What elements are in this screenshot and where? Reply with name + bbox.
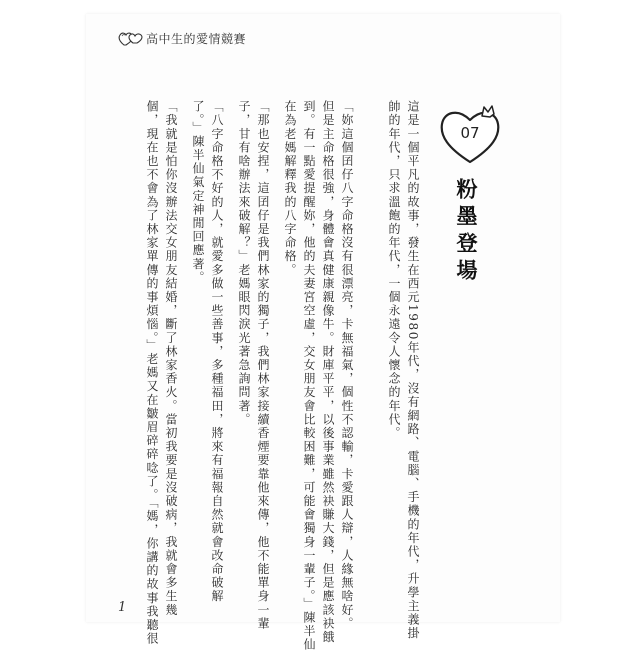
paragraph: 「那也安捏，這囝仔是我們林家的獨子，我們林家接續香煙要靠他來傳，他不能單身一輩 子，甘有啥辦法來破解？」老媽眼閃淚光著急詢問著。	[237, 100, 270, 631]
double-heart-logo-icon	[118, 30, 144, 48]
paragraph: 「妳這個囝仔八字命格沒有很漂亮，卡無福氣，個性不認輸，卡愛跟人辯，人緣無啥好。 但是主命格很強，身體會真健康親像牛。財庫平平，以後事業雖然袂賺大錢，但是應該袂餓 到。有一點愛提醒妳，他的夫妻宮空虛，交女朋友會比較困難，可能會獨身一輩子。」陳半仙 在為老媽解釋我的八字命格。	[283, 100, 354, 652]
chapter-title: 粉墨登場	[454, 178, 479, 286]
page-number: 1	[118, 600, 127, 615]
book-header-title: 高中生的愛情競賽	[146, 32, 247, 46]
chapter-number: 07	[460, 124, 480, 142]
paragraph: 這是一個平凡的故事，發生在西元1980年代，沒有網路、電腦、手機的年代，升學主義掛 帥的年代，只求溫飽的年代，一個永遠令人懷念的年代。	[387, 100, 420, 641]
paragraph: 「八字命格不好的人，就愛多做一些善事，多種福田，將來有福報自然就會改命破解 了。」陳半仙氣定神閒回應著。	[191, 100, 224, 604]
paragraph: 「我就是怕你沒辦法交女朋友結婚，斷了林家香火。當初我要是沒破病，我就會多生幾 個，現在也不會為了林家單傳的事煩惱。」老媽又在皺眉碎碎唸了。「媽，你講的故事我聽很	[145, 100, 178, 646]
